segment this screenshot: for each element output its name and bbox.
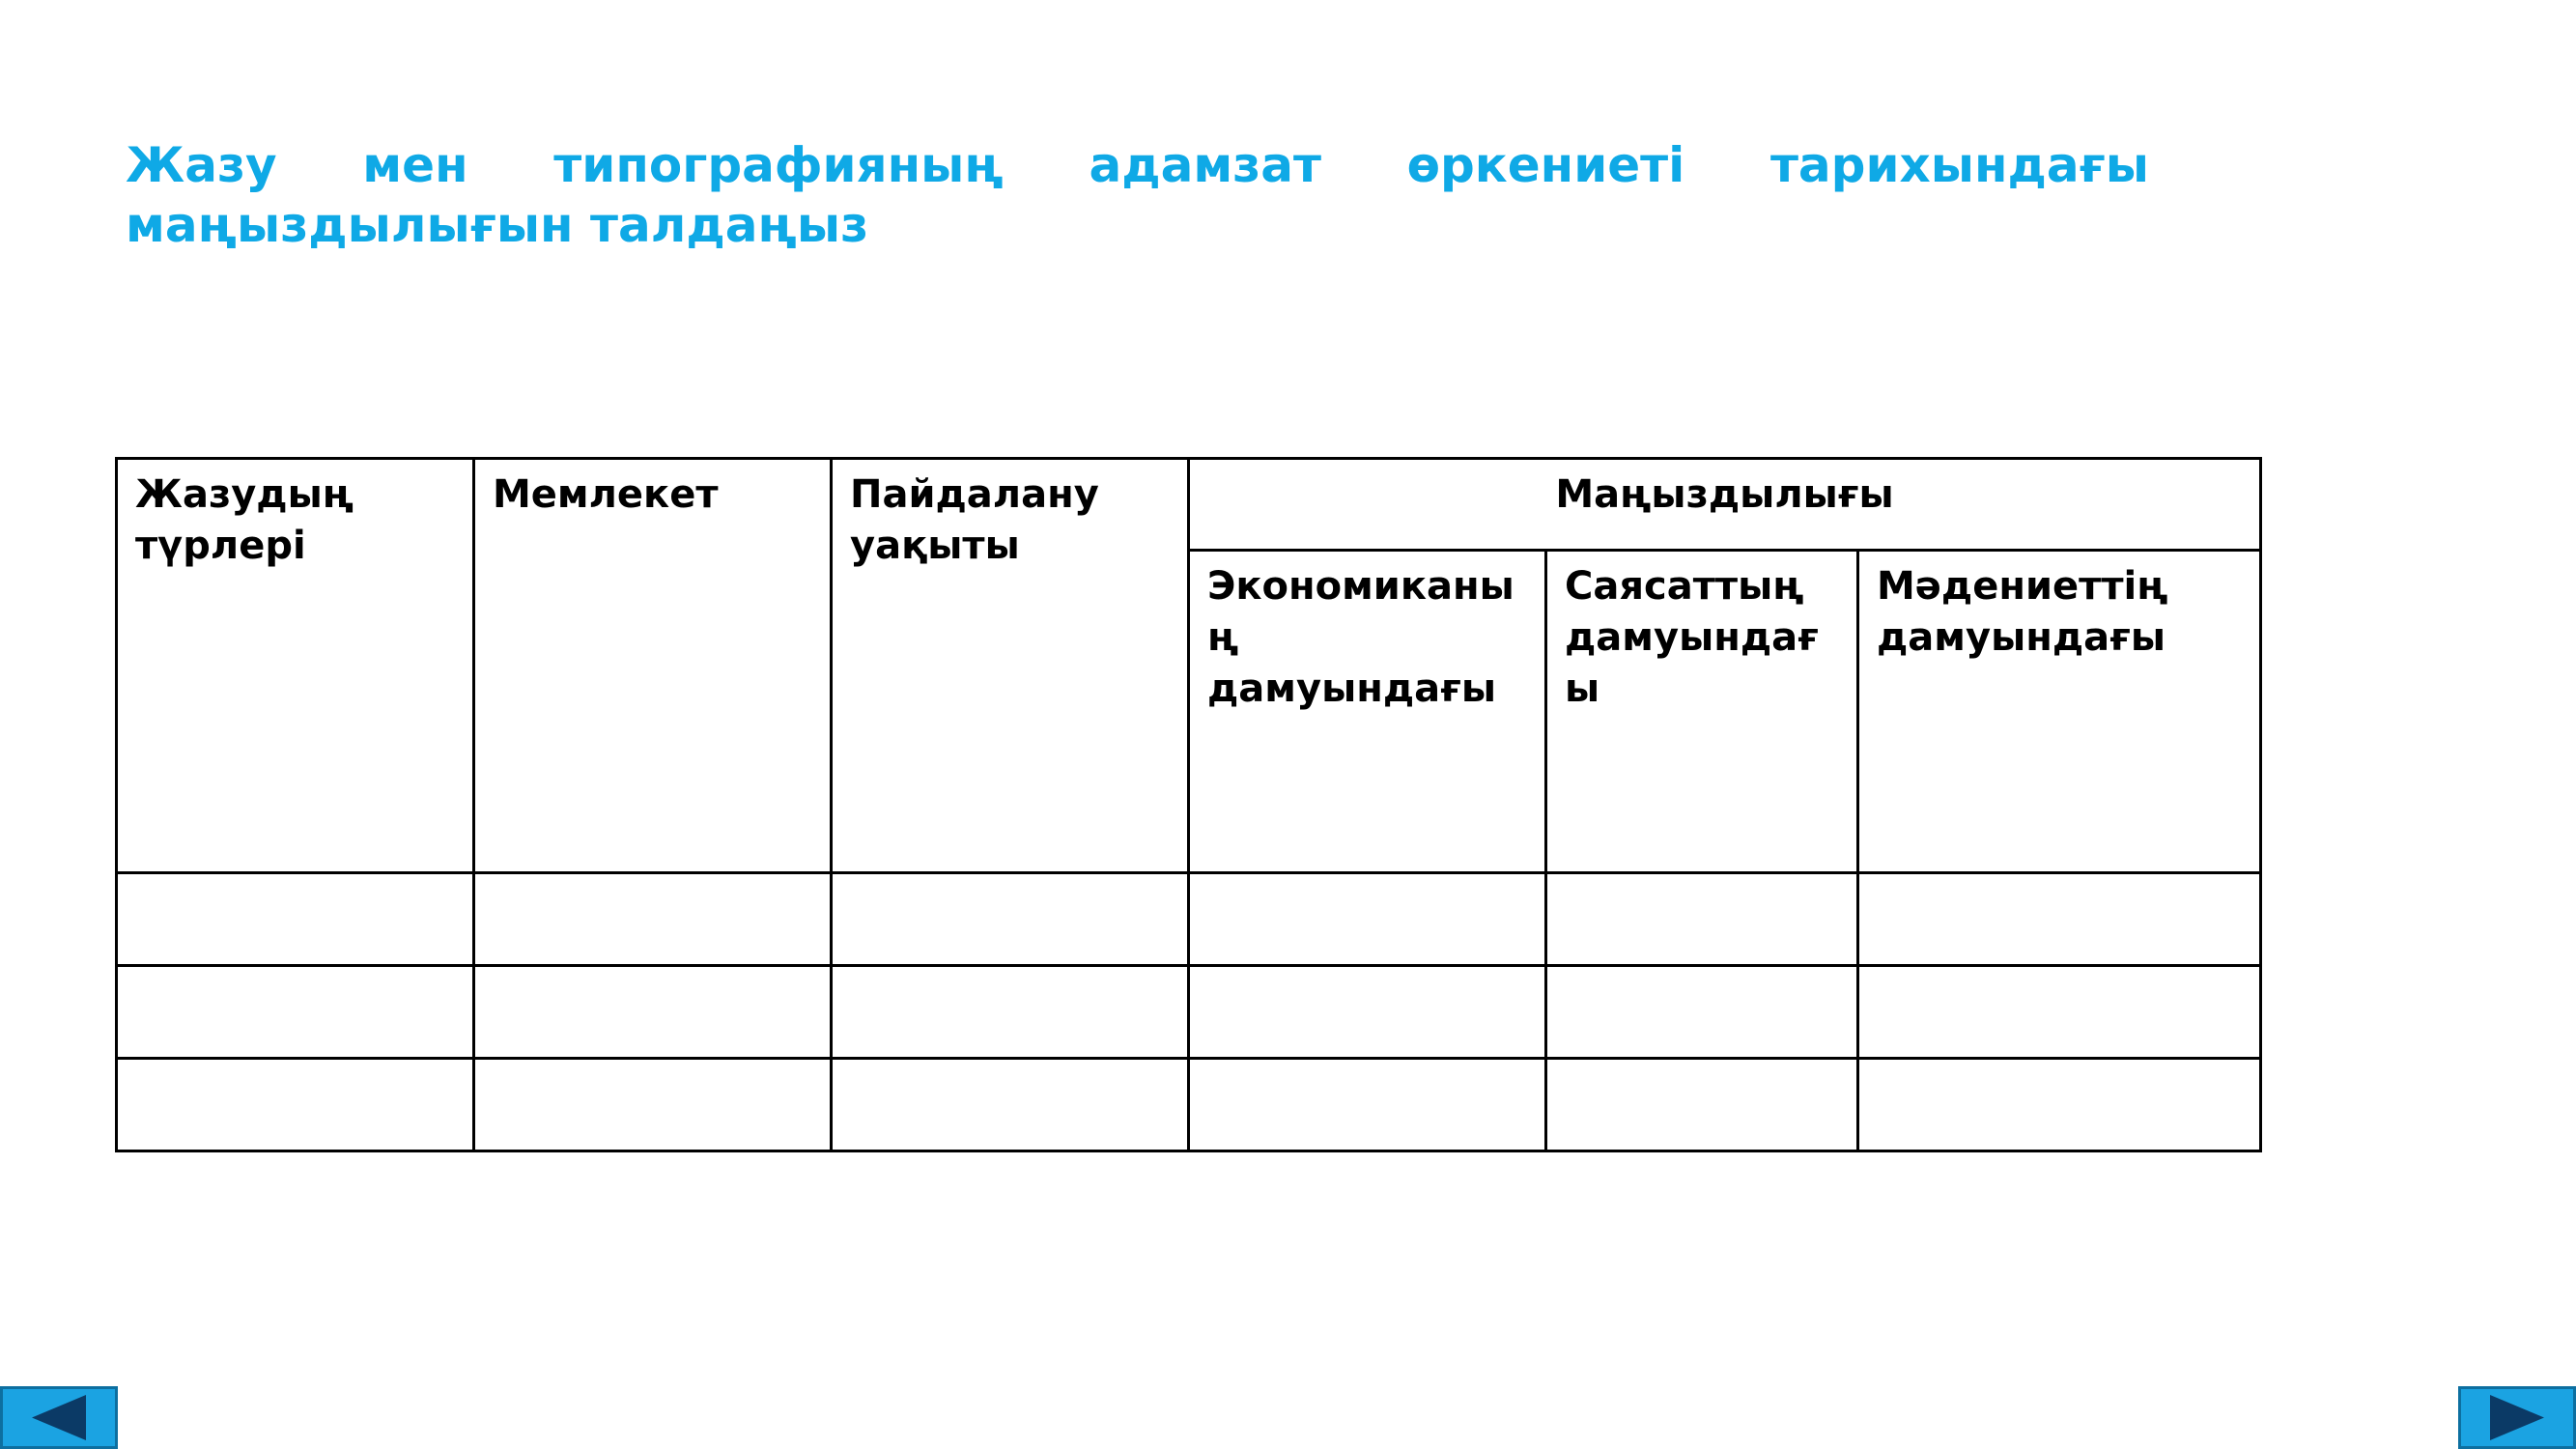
slide-title: Жазу мен типографияның адамзат өркениеті тарихындағы маңыздылығын талдаңыз xyxy=(126,137,2149,253)
table-cell[interactable] xyxy=(832,1059,1189,1151)
header-significance: Маңыздылығы xyxy=(1189,459,2261,551)
table-cell[interactable] xyxy=(1189,873,1546,966)
header-writing-types: Жазудың түрлері xyxy=(117,459,474,873)
header-state: Мемлекет xyxy=(474,459,832,873)
table-cell[interactable] xyxy=(1189,966,1546,1059)
table-row xyxy=(117,966,2261,1059)
header-cultural: Мәдениеттің дамуындағы xyxy=(1858,551,2261,873)
header-usage-time: Пайдалану уақыты xyxy=(832,459,1189,873)
table-cell[interactable] xyxy=(117,1059,474,1151)
table-row xyxy=(117,873,2261,966)
table-cell[interactable] xyxy=(1858,873,2261,966)
table-cell[interactable] xyxy=(832,966,1189,1059)
table-cell[interactable] xyxy=(1546,966,1858,1059)
table-cell[interactable] xyxy=(474,1059,832,1151)
table-cell[interactable] xyxy=(1546,873,1858,966)
header-row xyxy=(117,459,2261,551)
table-cell[interactable] xyxy=(1546,1059,1858,1151)
header-economic: Экономиканың дамуындағы xyxy=(1189,551,1546,873)
header-political: Саясаттың дамуындағы xyxy=(1546,551,1858,873)
triangle-left-icon xyxy=(3,1389,115,1446)
table-cell[interactable] xyxy=(1858,966,2261,1059)
table-cell[interactable] xyxy=(117,873,474,966)
table-cell[interactable] xyxy=(1858,1059,2261,1151)
table-row xyxy=(117,1059,2261,1151)
triangle-right-icon xyxy=(2461,1389,2573,1446)
next-slide-button[interactable] xyxy=(2458,1386,2576,1449)
table-cell[interactable] xyxy=(117,966,474,1059)
table-cell[interactable] xyxy=(1189,1059,1546,1151)
table-cell[interactable] xyxy=(832,873,1189,966)
analysis-table xyxy=(115,457,2262,1152)
previous-slide-button[interactable] xyxy=(0,1386,118,1449)
table-cell[interactable] xyxy=(474,966,832,1059)
table-cell[interactable] xyxy=(474,873,832,966)
